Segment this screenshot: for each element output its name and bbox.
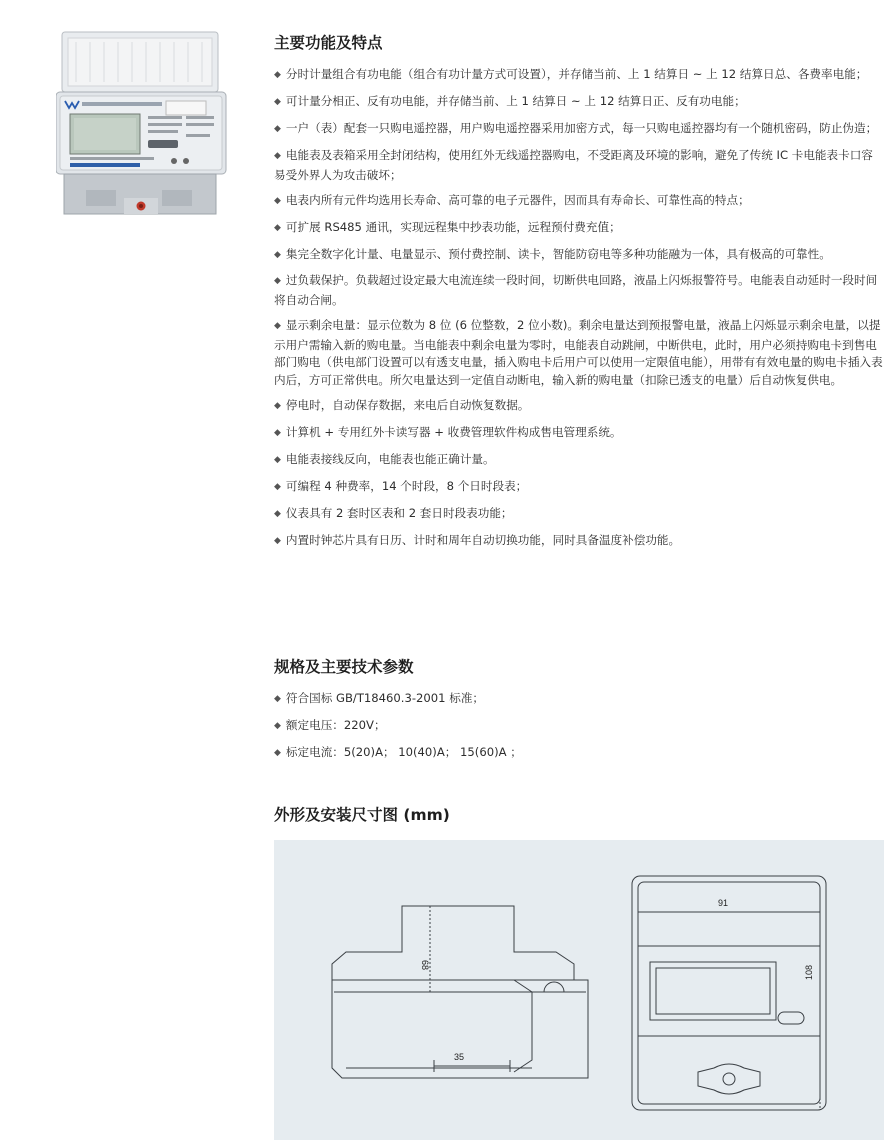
bullet-icon: ◆ [274,96,281,107]
bullet-icon: ◆ [274,748,281,759]
list-item: ◆ 可扩展 RS485 通讯，实现远程集中抄表功能，远程预付费充值； [274,219,621,234]
bullet-icon: ◆ [274,508,281,519]
list-item: ◆ 标定电流：5(20)A； 10(40)A； 15(60)A ； [274,745,522,760]
bullet-icon: ◆ [274,222,281,233]
dim-height-side: 68 [420,960,430,971]
list-item: ◆ 过负载保护。负载超过设定最大电流连续一段时间，切断供电回路，液晶上闪烁报警符号。电能表自动延时一段时间将自动合闸。 [274,273,878,308]
front-view [632,876,826,1110]
list-item: ◆ 电能表接线反向，电能表也能正确计量。 [274,451,495,466]
dim-width-bottom: 35 [454,1052,465,1062]
list-item: ◆ 额定电压：220V； [274,718,386,733]
list-item: ◆ 一户（表）配套一只购电遥控器，用户购电遥控器采用加密方式，每一只购电遥控器均有一个随机密码，防止伪造； [274,120,878,135]
section-title-specs: 规格及主要技术参数 [274,658,414,676]
dim-width-front: 91 [718,898,729,908]
bullet-icon: ◆ [274,481,281,492]
list-item: ◆ 可编程 4 种费率，14 个时段，8 个日时段表； [274,478,528,493]
dimension-drawing [274,840,884,1140]
section-title-dimensions: 外形及安装尺寸图 (mm) [274,806,450,824]
list-item: ◆ 符合国标 GB/T18460.3-2001 标准； [274,691,485,705]
bullet-icon: ◆ [274,321,281,332]
bullet-icon: ◆ [274,454,281,465]
section-title-features: 主要功能及特点 [274,34,383,52]
bullet-icon: ◆ [274,694,281,704]
list-item: ◆ 显示剩余电量：显示位数为 8 位 (6 位整数，2 位小数)。剩余电量达到预报警电量，液晶上闪烁显示剩余电量，以提示用户需输入新的购电量。当电能表中剩余电量为零时，电能表自动跳闸，中断供电，此时，用户必须持购电卡到售电部门购电（供电部门设置可以有透支电量，插入购电卡后用户可以使用一定限值电能），用带有有效电量的购电卡插入表内后，方可正常供电。所欠电量达到一定值自动断电，输入新的购电量（扣除已透支的电量）后自动恢复供电。 [274,318,883,387]
list-item: ◆ 仪表具有 2 套时区表和 2 套日时段表功能； [274,505,513,520]
feature-list [274,66,884,559]
bullet-icon: ◆ [274,150,281,161]
list-item: ◆ 集完全数字化计量、电量显示、预付费控制、读卡，智能防窃电等多种功能融为一体，具有极高的可靠性。 [274,246,831,261]
bullet-icon: ◆ [274,535,281,546]
list-item: ◆ 分时计量组合有功电能（组合有功计量方式可设置），并存储当前、上 1 结算日 ~ 上 12 结算日总、各费率电能； [274,67,868,81]
bullet-icon: ◆ [274,123,281,134]
list-item: ◆ 内置时钟芯片具有日历、计时和周年自动切换功能，同时具备温度补偿功能。 [274,532,681,547]
bullet-icon: ◆ [274,400,281,411]
bullet-icon: ◆ [274,427,281,438]
product-photo [56,30,232,220]
bullet-icon: ◆ [274,276,281,287]
list-item: ◆ 可计量分相正、反有功电能，并存储当前、上 1 结算日 ~ 上 12 结算日正、反有功电能； [274,93,746,108]
bullet-icon: ◆ [274,249,281,260]
bullet-icon: ◆ [274,70,281,80]
dim-height-front: 108 [804,964,814,980]
list-item: ◆ 计算机 + 专用红外卡读写器 + 收费管理软件构成售电管理系统。 [274,424,622,439]
bullet-icon: ◆ [274,195,281,206]
bullet-icon: ◆ [274,721,281,732]
list-item: ◆ 电能表及表箱采用全封闭结构，使用红外无线遥控器购电，不受距离及环境的影响，避免了传统 IC 卡电能表卡口容易受外界人为攻击破坏； [274,147,873,182]
spec-list [274,690,522,772]
list-item: ◆ 电表内所有元件均选用长寿命、高可靠的电子元器件，因而具有寿命长、可靠性高的特点； [274,192,750,207]
list-item: ◆ 停电时，自动保存数据，来电后自动恢复数据。 [274,397,530,412]
